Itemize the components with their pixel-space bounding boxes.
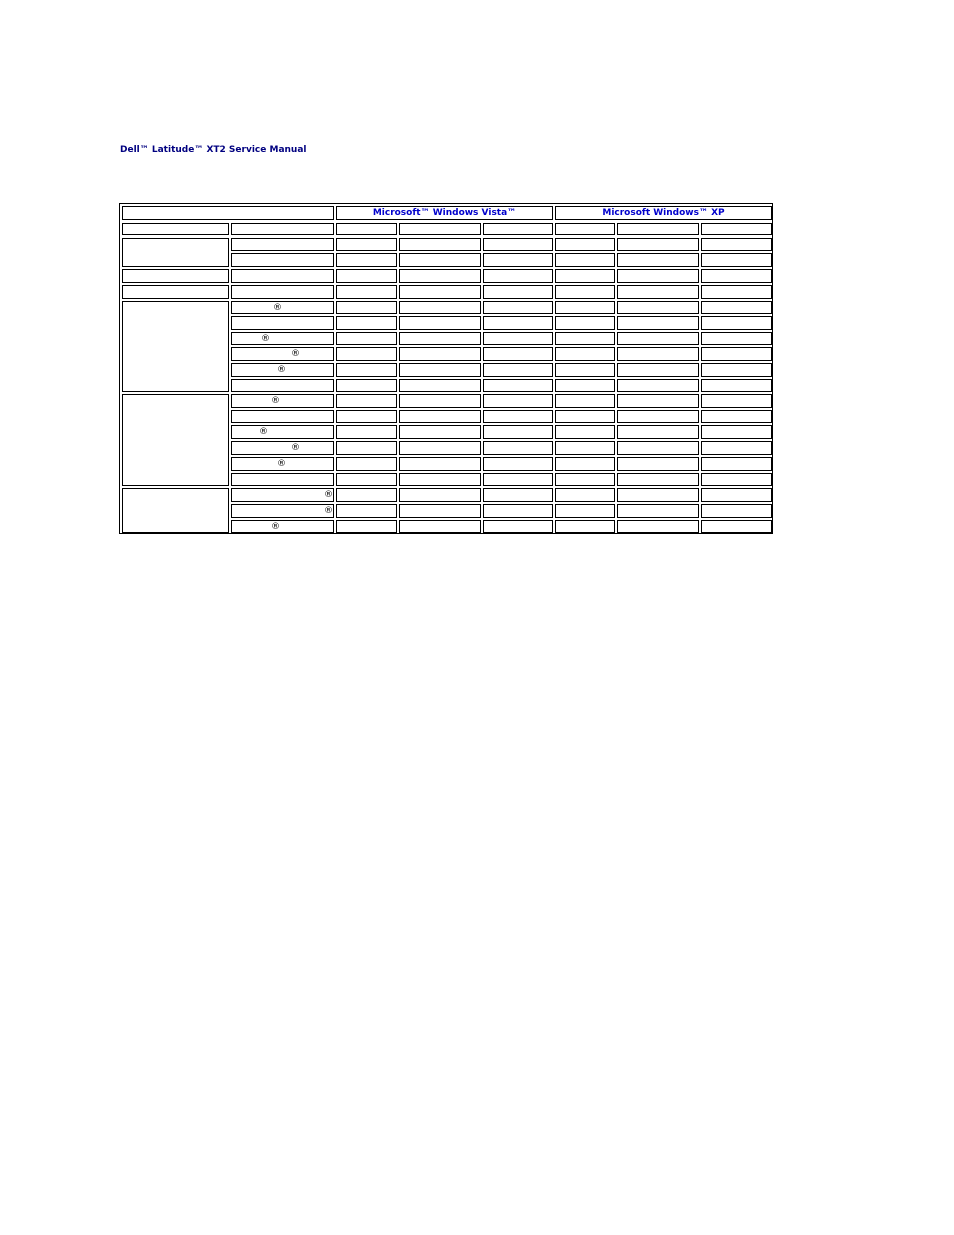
os-support-table [119,203,773,534]
table-cell-r18-c7 [701,488,772,502]
table-cell-r20-c5 [555,520,615,533]
table-cell-r14-c6 [617,425,699,439]
table-cell-r7-c6 [617,316,699,330]
table-cell-r1-c7 [701,223,772,235]
table-cell-r18-c3 [399,488,481,502]
table-cell-r10-c5 [555,363,615,377]
header-vista-cell: Microsoft™ Windows Vista™ [336,206,553,220]
category-cell-6 [122,394,229,486]
table-cell-r12-c4 [483,394,553,408]
table-cell-r11-c1 [231,379,334,392]
table-cell-r18-c1 [231,488,334,502]
table-cell-r5-c4 [483,285,553,299]
table-cell-r10-c1 [231,363,334,377]
table-cell-r19-c2 [336,504,397,518]
table-cell-r16-c4 [483,457,553,471]
table-cell-r12-c6 [617,394,699,408]
table-cell-r14-c5 [555,425,615,439]
table-cell-r7-c2 [336,316,397,330]
table-cell-r9-c6 [617,347,699,361]
table-cell-r6-c3 [399,301,481,314]
table-cell-r16-c5 [555,457,615,471]
registered-mark: ® [291,349,300,359]
table-cell-r3-c2 [336,253,397,267]
table-cell-r15-c4 [483,441,553,455]
table-cell-r4-c6 [617,269,699,283]
registered-mark: ® [273,303,282,313]
table-cell-r3-c4 [483,253,553,267]
table-cell-r4-c1 [231,269,334,283]
table-cell-r9-c5 [555,347,615,361]
table-cell-r17-c5 [555,473,615,486]
table-cell-r12-c3 [399,394,481,408]
registered-mark: ® [261,334,270,344]
table-cell-r15-c2 [336,441,397,455]
registered-mark: ® [271,522,280,532]
registered-mark: ® [277,365,286,375]
table-cell-r20-c3 [399,520,481,533]
table-cell-r20-c4 [483,520,553,533]
table-cell-r9-c3 [399,347,481,361]
table-cell-r8-c1 [231,332,334,345]
category-cell-7 [122,488,229,533]
table-cell-r1-c3 [399,223,481,235]
table-cell-r16-c6 [617,457,699,471]
header-xp-cell: Microsoft Windows™ XP [555,206,772,220]
table-cell-r1-c4 [483,223,553,235]
table-cell-r18-c5 [555,488,615,502]
table-cell-r15-c3 [399,441,481,455]
table-cell-r8-c7 [701,332,772,345]
table-cell-r18-c2 [336,488,397,502]
table-cell-r7-c5 [555,316,615,330]
table-cell-r5-c2 [336,285,397,299]
table-cell-r9-c1 [231,347,334,361]
table-cell-r8-c3 [399,332,481,345]
table-cell-r9-c4 [483,347,553,361]
table-cell-r14-c7 [701,425,772,439]
table-cell-r11-c5 [555,379,615,392]
registered-mark: ® [324,506,333,516]
table-cell-r1-c6 [617,223,699,235]
table-cell-r16-c1 [231,457,334,471]
table-cell-r2-c3 [399,238,481,251]
table-cell-r4-c4 [483,269,553,283]
table-cell-r3-c6 [617,253,699,267]
table-cell-r13-c4 [483,410,553,423]
table-cell-r10-c4 [483,363,553,377]
table-cell-r15-c7 [701,441,772,455]
table-cell-r15-c1 [231,441,334,455]
category-cell-1 [122,223,229,235]
table-cell-r8-c6 [617,332,699,345]
table-cell-r2-c2 [336,238,397,251]
table-cell-r7-c3 [399,316,481,330]
table-cell-r13-c2 [336,410,397,423]
table-cell-r18-c4 [483,488,553,502]
table-cell-r4-c7 [701,269,772,283]
table-cell-r7-c1 [231,316,334,330]
table-cell-r13-c3 [399,410,481,423]
table-cell-r10-c7 [701,363,772,377]
table-cell-r14-c2 [336,425,397,439]
table-cell-r6-c5 [555,301,615,314]
table-cell-r5-c5 [555,285,615,299]
table-cell-r9-c2 [336,347,397,361]
category-cell-5 [122,301,229,392]
table-cell-r11-c6 [617,379,699,392]
table-cell-r10-c6 [617,363,699,377]
table-cell-r7-c7 [701,316,772,330]
table-cell-r3-c7 [701,253,772,267]
table-cell-r1-c2 [336,223,397,235]
table-cell-r19-c4 [483,504,553,518]
table-cell-r16-c3 [399,457,481,471]
table-cell-r15-c5 [555,441,615,455]
table-cell-r5-c7 [701,285,772,299]
table-cell-r4-c2 [336,269,397,283]
table-cell-r6-c2 [336,301,397,314]
table-cell-r14-c3 [399,425,481,439]
table-cell-r12-c2 [336,394,397,408]
table-cell-r19-c3 [399,504,481,518]
category-cell-3 [122,269,229,283]
table-cell-r8-c2 [336,332,397,345]
table-cell-r17-c7 [701,473,772,486]
table-cell-r17-c4 [483,473,553,486]
table-cell-r2-c6 [617,238,699,251]
table-cell-r2-c1 [231,238,334,251]
table-cell-r4-c3 [399,269,481,283]
table-cell-r17-c2 [336,473,397,486]
table-cell-r11-c4 [483,379,553,392]
table-cell-r2-c4 [483,238,553,251]
table-cell-r6-c6 [617,301,699,314]
table-cell-r6-c7 [701,301,772,314]
table-cell-r5-c3 [399,285,481,299]
registered-mark: ® [259,427,268,437]
table-cell-r1-c1 [231,223,334,235]
category-cell-4 [122,285,229,299]
table-cell-r11-c2 [336,379,397,392]
table-cell-r11-c3 [399,379,481,392]
table-cell-r3-c5 [555,253,615,267]
header-blank-cell [122,206,334,220]
table-cell-r18-c6 [617,488,699,502]
table-cell-r17-c3 [399,473,481,486]
table-cell-r19-c6 [617,504,699,518]
table-cell-r20-c6 [617,520,699,533]
table-cell-r20-c2 [336,520,397,533]
registered-mark: ® [271,396,280,406]
table-cell-r13-c5 [555,410,615,423]
table-cell-r17-c6 [617,473,699,486]
registered-mark: ® [277,459,286,469]
table-cell-r5-c6 [617,285,699,299]
table-cell-r2-c5 [555,238,615,251]
table-cell-r20-c1 [231,520,334,533]
table-cell-r6-c1 [231,301,334,314]
table-cell-r19-c5 [555,504,615,518]
table-cell-r16-c2 [336,457,397,471]
table-cell-r13-c7 [701,410,772,423]
table-cell-r3-c3 [399,253,481,267]
registered-mark: ® [291,443,300,453]
table-cell-r8-c5 [555,332,615,345]
category-cell-2 [122,238,229,267]
table-cell-r11-c7 [701,379,772,392]
table-cell-r19-c1 [231,504,334,518]
table-cell-r13-c6 [617,410,699,423]
registered-mark: ® [324,490,333,500]
table-cell-r12-c7 [701,394,772,408]
table-cell-r10-c3 [399,363,481,377]
table-cell-r20-c7 [701,520,772,533]
table-cell-r16-c7 [701,457,772,471]
table-cell-r3-c1 [231,253,334,267]
table-cell-r5-c1 [231,285,334,299]
table-cell-r14-c4 [483,425,553,439]
table-cell-r14-c1 [231,425,334,439]
table-cell-r10-c2 [336,363,397,377]
table-cell-r12-c5 [555,394,615,408]
table-cell-r19-c7 [701,504,772,518]
table-cell-r1-c5 [555,223,615,235]
table-cell-r15-c6 [617,441,699,455]
table-cell-r12-c1 [231,394,334,408]
table-cell-r17-c1 [231,473,334,486]
table-cell-r7-c4 [483,316,553,330]
table-cell-r6-c4 [483,301,553,314]
table-cell-r13-c1 [231,410,334,423]
table-cell-r8-c4 [483,332,553,345]
document-title: Dell™ Latitude™ XT2 Service Manual [120,145,307,155]
table-cell-r2-c7 [701,238,772,251]
table-cell-r4-c5 [555,269,615,283]
table-cell-r9-c7 [701,347,772,361]
